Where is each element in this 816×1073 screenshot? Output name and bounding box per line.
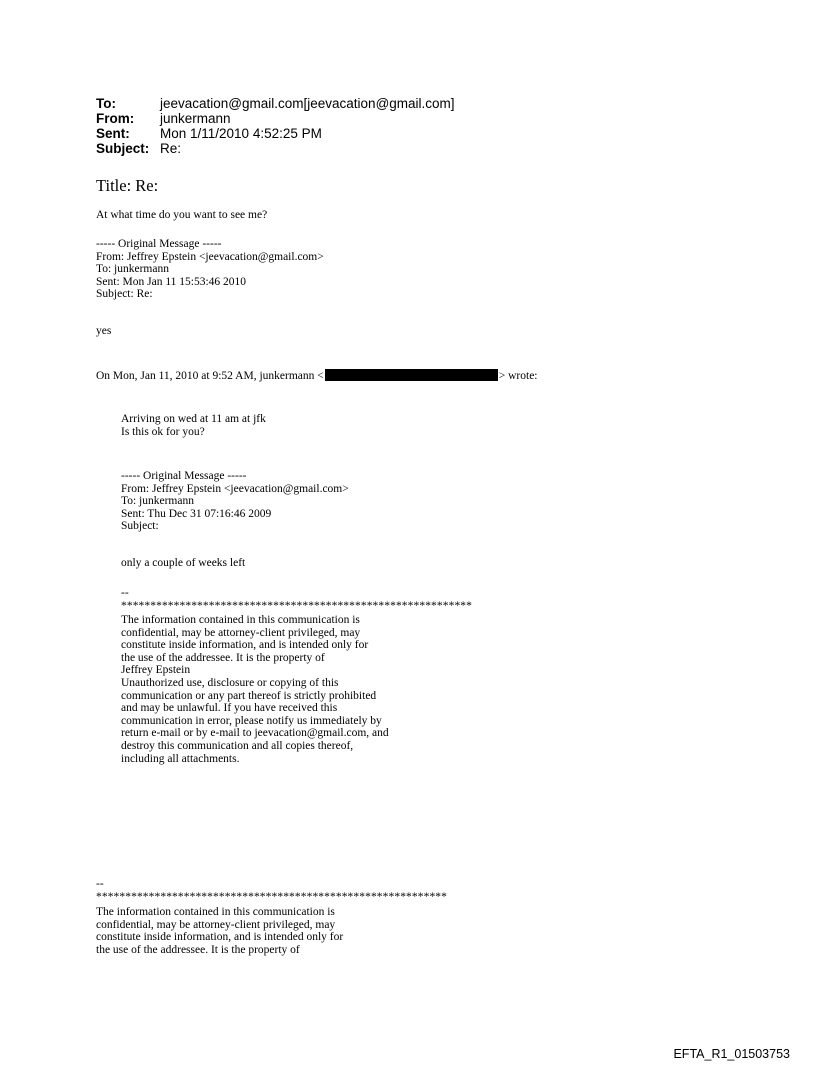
- disclaimer-line: communication or any part thereof is strictly prohibited: [121, 689, 377, 702]
- signature-dashes: --: [96, 878, 104, 890]
- disclaimer-line: communication in error, please notify us immediately by: [121, 714, 382, 727]
- sent-label: Sent:: [96, 126, 130, 141]
- original-from: From: Jeffrey Epstein <jeevacation@gmail.com>: [96, 250, 324, 263]
- signature-stars: ************************************************************: [96, 890, 447, 903]
- disclaimer-line: Jeffrey Epstein: [121, 664, 191, 677]
- outer-disclaimer: [96, 906, 343, 956]
- wrote-suffix: > wrote:: [498, 370, 538, 382]
- disclaimer-line: and may be unlawful. If you have received this: [121, 702, 338, 715]
- original2-from: From: Jeffrey Epstein <jeevacation@gmail.com>: [121, 482, 349, 495]
- quoted-signature: [121, 587, 472, 612]
- original-message-1: [96, 238, 324, 301]
- disclaimer-line: return e-mail or by e-mail to jeevacation@gmail.com, and: [121, 727, 389, 740]
- signature-stars: ************************************************************: [121, 599, 472, 612]
- disclaimer-line: constitute inside information, and is intended only for: [96, 931, 344, 944]
- header-sent-row: [96, 126, 455, 141]
- disclaimer-line: Unauthorized use, disclosure or copying of this: [121, 676, 339, 689]
- quoted-line-2: Is this ok for you?: [121, 425, 205, 438]
- original2-separator: ----- Original Message -----: [121, 470, 247, 482]
- original-sent: Sent: Mon Jan 11 15:53:46 2010: [96, 275, 247, 288]
- yes-text: yes: [96, 325, 112, 337]
- disclaimer-line: confidential, may be attorney-client privileged, may: [121, 626, 361, 639]
- signature-dashes: --: [121, 587, 129, 599]
- sent-value: Mon 1/11/2010 4:52:25 PM: [160, 126, 322, 141]
- header-subject-row: [96, 141, 455, 156]
- original-to: To: junkermann: [96, 263, 169, 276]
- quoted-message-body: only a couple of weeks left: [121, 557, 246, 569]
- email-header: [96, 96, 455, 156]
- wrote-line: [96, 369, 538, 383]
- outer-signature: [96, 878, 447, 903]
- from-value: junkermann: [160, 111, 231, 126]
- subject-label: Subject:: [96, 141, 150, 156]
- original2-to: To: junkermann: [121, 495, 194, 508]
- disclaimer-line: The information contained in this communication is: [96, 906, 335, 918]
- original-message-2: [121, 470, 349, 533]
- original-separator: ----- Original Message -----: [96, 238, 222, 250]
- original2-sent: Sent: Thu Dec 31 07:16:46 2009: [121, 507, 272, 520]
- to-label: To:: [96, 96, 116, 111]
- header-from-row: [96, 111, 455, 126]
- disclaimer-line: including all attachments.: [121, 752, 240, 765]
- header-to-row: [96, 96, 455, 111]
- document-title: Title: Re:: [96, 176, 159, 195]
- quoted-message: [121, 413, 266, 438]
- wrote-prefix: On Mon, Jan 11, 2010 at 9:52 AM, junkermann <: [96, 370, 324, 382]
- to-value: jeevacation@gmail.com[jeevacation@gmail.com]: [160, 96, 455, 111]
- disclaimer-line: the use of the addressee. It is the property of: [121, 651, 325, 664]
- subject-value: Re:: [160, 141, 182, 156]
- disclaimer-line: constitute inside information, and is intended only for: [121, 639, 369, 652]
- original2-subject: Subject:: [121, 520, 159, 533]
- quoted-disclaimer: [121, 614, 389, 765]
- disclaimer-line: the use of the addressee. It is the property of: [96, 943, 300, 956]
- disclaimer-line: confidential, may be attorney-client privileged, may: [96, 918, 336, 931]
- quoted-line-1: Arriving on wed at 11 am at jfk: [121, 413, 266, 425]
- bates-number: EFTA_R1_01503753: [673, 1047, 790, 1061]
- redaction-bar: [325, 369, 498, 381]
- reply-text: At what time do you want to see me?: [96, 209, 268, 221]
- disclaimer-line: The information contained in this communication is: [121, 614, 360, 626]
- original-subject: Subject: Re:: [96, 288, 153, 301]
- disclaimer-line: destroy this communication and all copies thereof,: [121, 739, 354, 752]
- from-label: From:: [96, 111, 135, 126]
